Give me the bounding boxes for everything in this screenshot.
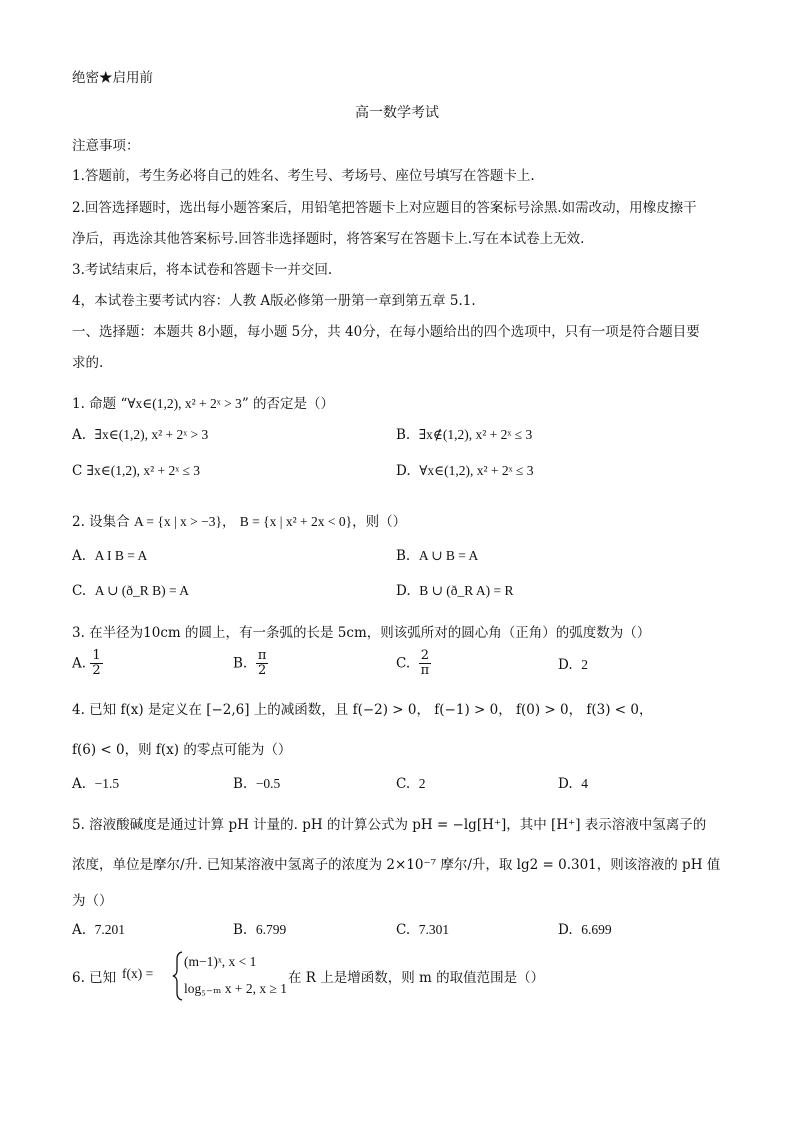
q5-option-c[interactable]	[396, 922, 449, 938]
q4-option-d[interactable]	[558, 776, 588, 792]
option-label: D.	[396, 583, 411, 599]
numerator: 2	[420, 648, 430, 663]
q6-stem-suffix: 在 R 上是增函数，则 m 的取值范围是（）	[288, 970, 545, 986]
q2-set-b: B = {x | x² + 2x < 0}	[239, 514, 353, 529]
exam-title: 高一数学考试	[355, 105, 439, 121]
note-2-line2: 净后，再选涂其他答案标号.回答非选择题时，将答案写在答题卡上.写在本试卷上无效.	[72, 231, 585, 247]
question-5-stem-line1: 5. 溶液酸碱度是通过计算 pH 计量的. pH 的计算公式为 pH = −lg[H⁺]，其中 [H⁺] 表示溶液中氢离子的	[72, 817, 707, 833]
option-label: A.	[72, 922, 87, 938]
option-text: 7.201	[94, 922, 126, 937]
denominator: 2	[257, 663, 267, 679]
confidential-mark: 绝密★启用前	[72, 70, 153, 86]
q3-option-b[interactable]	[233, 649, 268, 679]
option-label: D.	[558, 922, 573, 938]
numerator: π	[257, 648, 267, 663]
q1-stem-math: ∀x∈(1,2), x² + 2ˣ > 3	[127, 396, 242, 411]
q3-option-c[interactable]	[396, 649, 431, 679]
q2-option-c[interactable]	[72, 583, 189, 599]
option-label: B.	[233, 922, 248, 938]
q6-stem-prefix: 6. 已知	[72, 970, 117, 986]
curly-brace-icon	[172, 951, 184, 1001]
option-label: C	[72, 463, 83, 479]
denominator: 2	[92, 663, 101, 679]
option-label: C.	[396, 655, 411, 672]
q3-option-a[interactable]	[72, 649, 103, 679]
option-label: B.	[396, 548, 411, 564]
q6-piece-1: (m−1)ˣ, x < 1	[184, 954, 257, 969]
note-3: 3.考试结束后，将本试卷和答题卡一并交回.	[72, 262, 333, 278]
question-3-stem: 3. 在半径为10cm 的圆上，有一条弧的长是 5cm，则该弧所对的圆心角（正角）的弧度数为（）	[72, 625, 651, 641]
q1-stem-suffix: ” 的否定是（）	[241, 396, 335, 412]
option-label: D.	[558, 776, 573, 792]
question-2-stem	[72, 510, 406, 530]
section-heading-line1: 一、选择题：本题共 8小题，每小题 5分，共 40分，在每小题给出的四个选项中，只有一项是符合题目要	[72, 324, 700, 340]
option-text: B ∪ (ð_R A) = R	[419, 583, 514, 598]
option-label: D.	[558, 657, 573, 673]
q2-option-b[interactable]	[396, 548, 478, 564]
q2-set-a: A = {x | x > −3}	[133, 514, 222, 529]
option-text: A I B = A	[94, 548, 148, 563]
option-label: B.	[396, 427, 411, 443]
option-text: A ∪ (ð_R B) = A	[94, 583, 190, 598]
option-text: 6.799	[255, 922, 287, 937]
q6-piece-2: log₅₋ₘ x + 2, x ≥ 1	[184, 981, 288, 996]
note-2-line1: 2.回答选择题时，选出每小题答案后，用铅笔把答题卡上对应题目的答案标号涂黑.如需改动，用橡皮擦干	[72, 200, 697, 216]
note-1: 1.答题前，考生务必将自己的姓名、考生号、考场号、座位号填写在答题卡上.	[72, 168, 535, 184]
option-text: ∃x∈(1,2), x² + 2ˣ > 3	[94, 427, 209, 442]
option-text: 7.301	[418, 922, 450, 937]
option-label: D.	[396, 463, 411, 479]
fraction	[256, 649, 269, 679]
notes-heading: 注意事项：	[72, 138, 140, 154]
fraction	[419, 649, 431, 679]
fraction	[90, 649, 102, 679]
option-label: A.	[72, 655, 87, 672]
q5-option-a[interactable]	[72, 922, 125, 938]
question-5-stem-line3: 为（）	[72, 893, 113, 909]
q4-option-a[interactable]	[72, 776, 119, 792]
question-4-stem-line1: 4. 已知 f(x) 是定义在 [−2,6] 上的减函数，且 f(−2) > 0， f(−1) > 0， f(0) > 0， f(3) < 0，	[72, 702, 653, 718]
option-text: ∀x∈(1,2), x² + 2ˣ ≤ 3	[419, 463, 534, 478]
option-label: C.	[72, 583, 87, 599]
q1-option-c[interactable]	[72, 463, 200, 479]
option-text: 4	[581, 776, 588, 791]
q2-option-a[interactable]	[72, 548, 147, 564]
option-text: −0.5	[255, 776, 281, 791]
option-label: B.	[233, 776, 248, 792]
option-label: B.	[233, 655, 248, 672]
q1-option-a[interactable]	[72, 427, 208, 443]
q6-function-name: f(x) =	[122, 966, 154, 981]
q2-stem-prefix: 2. 设集合	[72, 514, 130, 530]
q2-separator: ，	[221, 514, 236, 530]
option-text: A ∪ B = A	[418, 548, 479, 563]
q4-option-c[interactable]	[396, 776, 425, 792]
option-label: A.	[72, 776, 87, 792]
question-1-stem	[72, 392, 334, 412]
q1-option-b[interactable]	[396, 427, 532, 443]
q1-option-d[interactable]	[396, 463, 533, 479]
question-5-stem-line2: 浓度，单位是摩尔/升. 已知某溶液中氢离子的浓度为 2×10⁻⁷ 摩尔/升，取 lg2 = 0.301，则该溶液的 pH 值	[72, 857, 721, 873]
option-label: C.	[396, 922, 411, 938]
q4-option-b[interactable]	[233, 776, 280, 792]
note-4: 4，本试卷主要考试内容：人教 A版必修第一册第一章到第五章 5.1.	[72, 293, 476, 309]
question-4-stem-line2: f(6) < 0，则 f(x) 的零点可能为（）	[72, 742, 292, 758]
q3-option-d[interactable]	[558, 657, 588, 673]
option-text: 2	[418, 776, 426, 791]
q2-stem-suffix: ，则（）	[352, 514, 407, 530]
q1-stem-prefix: 1. 命题 “	[72, 396, 128, 412]
option-label: A.	[72, 548, 87, 564]
option-text: 6.699	[581, 922, 612, 937]
option-text: −1.5	[94, 776, 120, 791]
option-text: ∃x∈(1,2), x² + 2ˣ ≤ 3	[86, 463, 201, 478]
denominator: π	[420, 663, 430, 679]
numerator: 1	[92, 648, 101, 663]
option-text: ∃x∉(1,2), x² + 2ˣ ≤ 3	[418, 427, 533, 442]
q2-option-d[interactable]	[396, 583, 514, 599]
q5-option-d[interactable]	[558, 922, 612, 938]
q5-option-b[interactable]	[233, 922, 286, 938]
section-heading-line2: 求的.	[72, 355, 104, 371]
option-label: A.	[72, 427, 87, 443]
option-label: C.	[396, 776, 411, 792]
option-text: 2	[581, 657, 588, 672]
